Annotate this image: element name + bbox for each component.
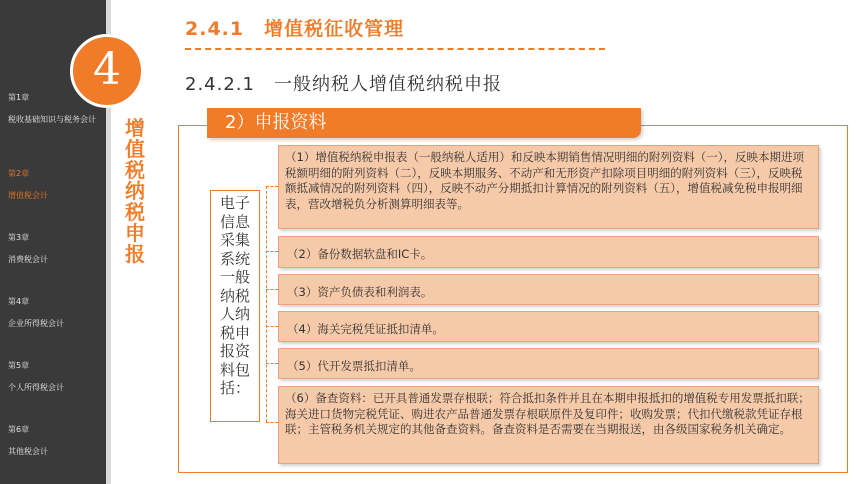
list-item: （6）备查资料：已开具普通发票存根联；符合抵扣条件并且在本期申报抵扣的增值税专用发票抵扣联；海关进口货物完税凭证、购进农产品普通发票存根联原件及复印件；收购发票；代扣代缴税款凭证存根联；主管税务机关规定的其他备查资料。备查资料是否需要在当期报送，由各级国家税务机关确定。 — [278, 386, 819, 464]
connector-branch — [266, 289, 278, 290]
sidebar-item-label: 其他税会计 — [8, 447, 48, 456]
sidebar-item-chapter: 第5章 — [8, 361, 30, 370]
connector-branch — [266, 251, 278, 252]
sidebar-item-chapter-5[interactable] — [8, 360, 104, 394]
connector-line — [266, 186, 267, 422]
sidebar-item-chapter: 第1章 — [8, 93, 30, 102]
connector-branch — [266, 422, 278, 423]
connector-branch — [266, 186, 278, 187]
section-banner: 2）申报资料 — [207, 108, 641, 138]
list-item: （4）海关完税凭证抵扣清单。 — [278, 311, 819, 342]
sidebar-item-chapter: 第4章 — [8, 297, 30, 306]
summary-box: 电子信息采集系统一般纳税人纳税申报资料包括： — [210, 190, 260, 422]
sidebar-item-chapter-6[interactable] — [8, 424, 104, 458]
sidebar-item-chapter: 第2章 — [8, 169, 30, 178]
connector-branch — [266, 326, 278, 327]
sidebar-item-chapter-3[interactable] — [8, 232, 104, 266]
sidebar-item-label: 个人所得税会计 — [8, 383, 64, 392]
list-item: （3）资产负债表和利润表。 — [278, 274, 819, 305]
sidebar-item-label: 税收基础知识与税务会计 — [8, 115, 96, 124]
sidebar-item-label: 增值税会计 — [8, 191, 48, 200]
sidebar-item-chapter-4[interactable] — [8, 296, 104, 330]
sidebar-item-label: 消费税会计 — [8, 255, 48, 264]
list-item: （5）代开发票抵扣清单。 — [278, 348, 819, 379]
section-title: 2.4.1 增值税征收管理 — [185, 18, 405, 40]
sidebar-item-chapter: 第3章 — [8, 233, 30, 242]
subsection-title: 2.4.2.1 一般纳税人增值税纳税申报 — [185, 74, 502, 95]
sidebar-item-label: 企业所得税会计 — [8, 319, 64, 328]
sidebar-item-chapter-2[interactable] — [8, 168, 104, 202]
chapter-badge: 4 — [70, 34, 144, 108]
vertical-title: 增值税纳税申报 — [125, 116, 145, 266]
list-item: （2）备份数据软盘和IC卡。 — [278, 236, 819, 268]
list-item: （1）增值税纳税申报表（一般纳税人适用）和反映本期销售情况明细的附列资料（一），反映本期进项税额明细的附列资料（二），反映本期服务、不动产和无形资产扣除项目明细的附列资料（三），反映税额抵减情况的附列资料（四），反映不动产分期抵扣计算情况的附列资料（五），增值税减免税申报明细表，营改增税负分析测算明细表等。 — [278, 145, 819, 229]
sidebar-item-chapter: 第6章 — [8, 425, 30, 434]
connector-branch — [266, 363, 278, 364]
title-divider — [185, 48, 605, 50]
